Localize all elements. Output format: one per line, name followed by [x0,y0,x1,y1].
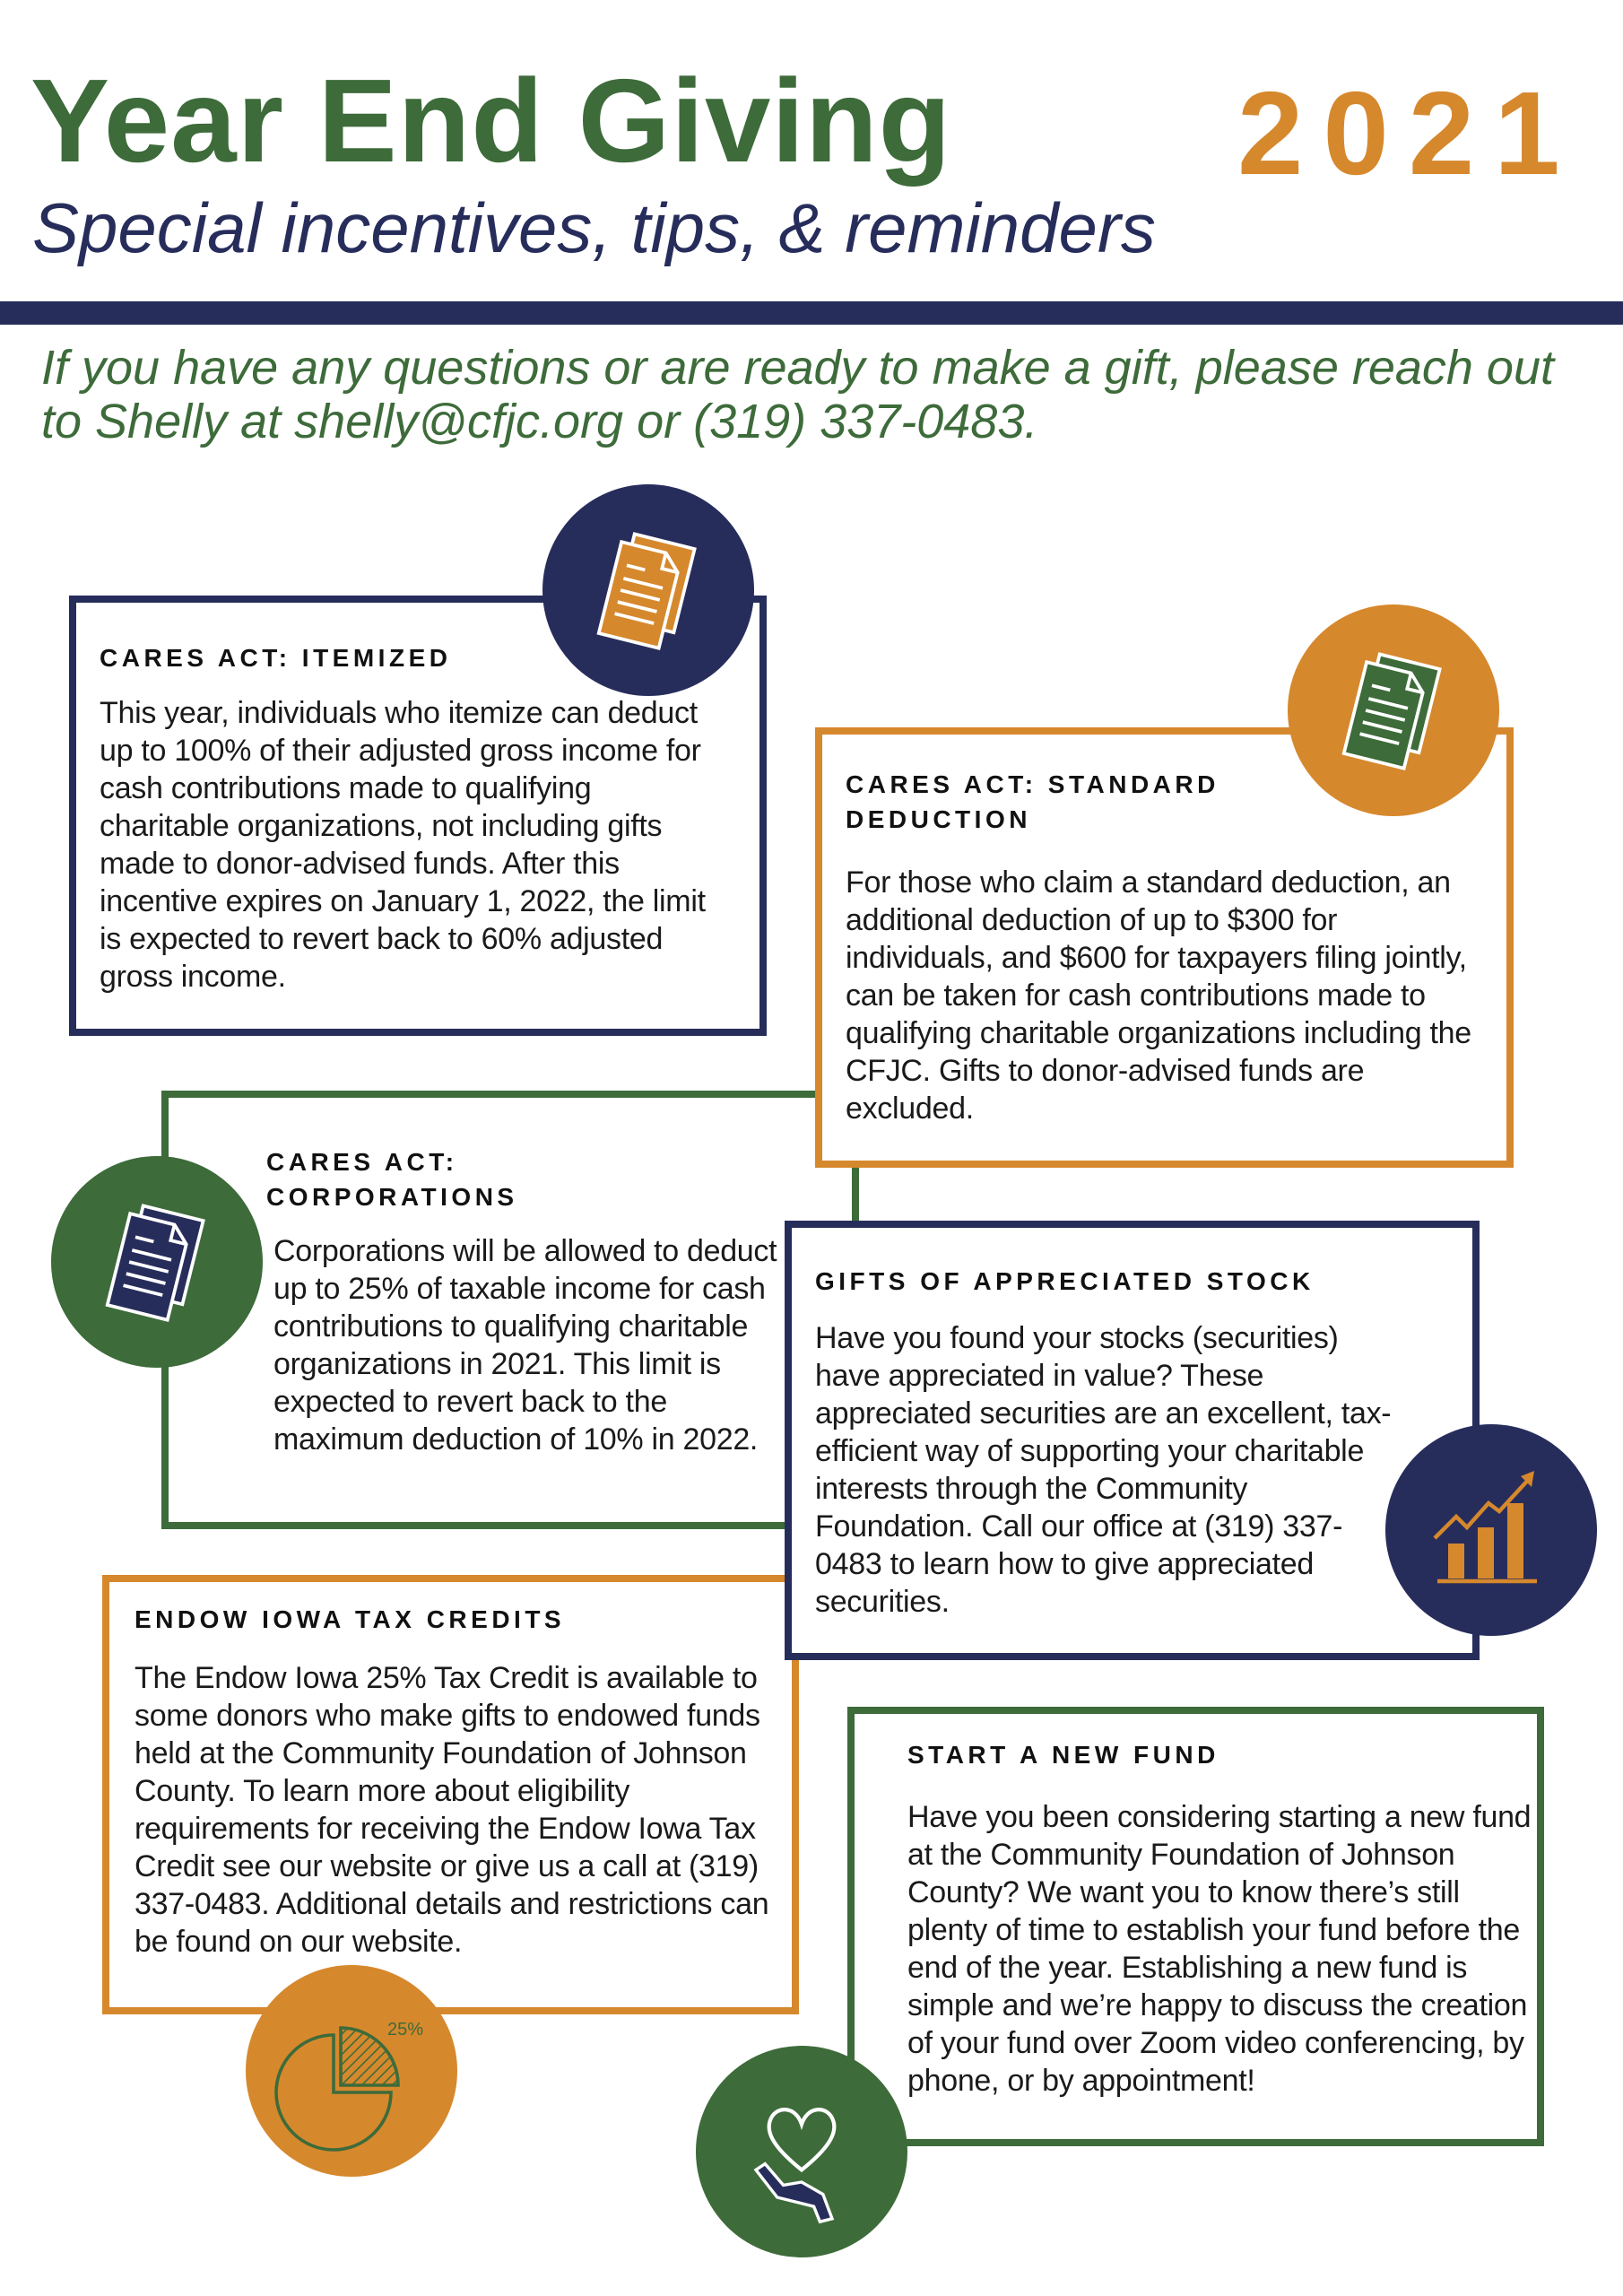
section-new-fund [847,1707,1544,2146]
contact-intro: If you have any questions or are ready to make a gift, please reach out to Shelly at shelly@cfjc.org or (319) 337-0483. [41,341,1554,448]
year-label: 2021 [1237,67,1580,199]
section-body: This year, individuals who itemize can deduct up to 100% of their adjusted gross income for cash contributions made to qualifying charitable organizations, not including gifts made to donor-advised funds. After this incentive expires on January 1, 2022, the limit is expected to revert back to 60% adjusted gross income. [100,696,706,994]
document-icon [51,1156,263,1368]
divider-bar [0,301,1623,325]
section-cares-corporations [161,1091,859,1529]
section-heading: ENDOW IOWA TAX CREDITS [135,1605,566,1633]
heart-hand-icon [696,2046,907,2257]
section-heading: CARES ACT: CORPORATIONS [266,1148,518,1211]
section-body: For those who claim a standard deduction, an additional deduction of up to $300 for individuals, and $600 for taxpayers filing jointly, can be taken for cash contributions made to qualifying charitable organizations including the CFJC. Gifts to donor-advised funds are excluded. [846,865,1471,1126]
section-heading: CARES ACT: STANDARD DEDUCTION [846,770,1219,833]
pie-chart-icon [246,1965,457,2177]
section-body: The Endow Iowa 25% Tax Credit is available to some donors who make gifts to endowed funds held at the Community Foundation of Johnson County. To learn more about eligibility requirements for receiving the Endow Iowa Tax Credit see our website or give us a call at (319) 337-0483. Additional details and restrictions can be found on our website. [135,1661,769,1959]
section-body: Have you found your stocks (securities) have appreciated in value? These appreciated securities are an excellent, tax-efficient way of supporting your charitable interests through the Community Foundation. Call our office at (319) 337-0483 to learn how to give appreciated securities. [815,1321,1392,1619]
document-icon [1288,604,1499,816]
page-subtitle: Special incentives, tips, & reminders [32,188,1156,267]
pie-percent-label: 25% [387,2020,424,2039]
document-icon [542,484,754,696]
section-appreciated-stock [785,1221,1480,1660]
section-heading: CARES ACT: ITEMIZED [100,644,452,672]
section-endow-iowa [102,1575,799,2014]
growth-chart-icon [1385,1424,1597,1636]
section-body: Corporations will be allowed to deduct up to 25% of taxable income for cash contributions to qualifying charitable organizations in 2021. This limit is expected to revert back to the maximum deduction of 10% in 2022. [273,1234,777,1457]
section-body: Have you been considering starting a new fund at the Community Foundation of Johnson County? We want you to know there’s still plenty of time to establish your fund before the end of the year. Establishing a new fund is simple and we’re happy to discuss the creation of your fund over Zoom video conferencing, by phone, or by appointment! [907,1800,1532,2098]
section-heading: GIFTS OF APPRECIATED STOCK [815,1267,1315,1295]
section-heading: START A NEW FUND [907,1741,1219,1769]
page-title: Year End Giving [30,55,952,187]
